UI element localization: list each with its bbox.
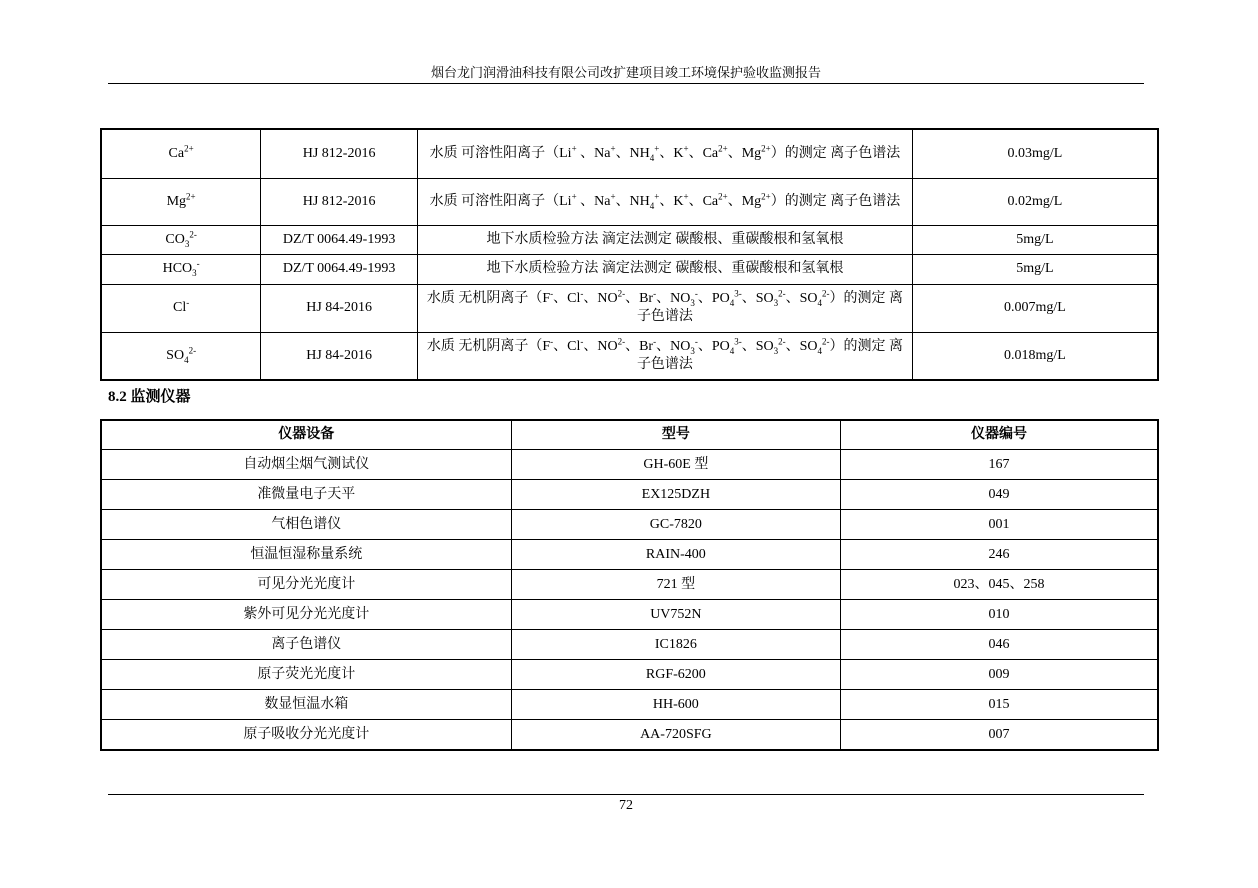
- serial-cell: 009: [841, 660, 1158, 690]
- col-header-serial: 仪器编号: [841, 420, 1158, 450]
- serial-cell: 023、045、258: [841, 570, 1158, 600]
- analyte-cell: [101, 332, 261, 380]
- method-row: [101, 178, 1158, 225]
- method-description-cell: 水质 可溶性阳离子（Li+ 、Na+、$NH_4^+$、K+、$Ca^{2+}$、$Mg^{2+}$）的测定 离子色谱法: [417, 129, 912, 178]
- standard-cell: HJ 812-2016: [261, 129, 418, 178]
- method-description-cell: 水质 无机阴离子（F-、Cl-、$NO^{2-}$、Br-、$NO_3^-$、$PO_4^{3-}$、$SO_3^{2-}$、$SO_4^{2-}$）的测定 离子色谱法: [417, 332, 912, 380]
- instrument-row: [101, 690, 1158, 720]
- instrument-row: [101, 480, 1158, 510]
- analyte-subscript: 4: [184, 354, 189, 365]
- detection-limit-cell: 0.018mg/L: [912, 332, 1158, 380]
- analyte-charge: 2-: [188, 345, 197, 356]
- method-row: [101, 254, 1158, 284]
- method-row: [101, 225, 1158, 254]
- standard-cell: HJ 84-2016: [261, 284, 418, 332]
- detection-limit-cell: 0.007mg/L: [912, 284, 1158, 332]
- analyte-charge: 2+: [184, 143, 194, 154]
- analyte-symbol: Ca: [168, 145, 185, 161]
- standard-cell: DZ/T 0064.49-1993: [261, 225, 418, 254]
- instrument-row: [101, 630, 1158, 660]
- standard-cell: HJ 84-2016: [261, 332, 418, 380]
- model-cell: GH-60E 型: [511, 450, 840, 480]
- model-cell: EX125DZH: [511, 480, 840, 510]
- equipment-cell: 紫外可见分光光度计: [101, 600, 511, 630]
- model-cell: HH-600: [511, 690, 840, 720]
- analyte-cell: [101, 178, 261, 225]
- analyte-cell: [101, 254, 261, 284]
- col-header-equipment: 仪器设备: [101, 420, 511, 450]
- serial-cell: 010: [841, 600, 1158, 630]
- instrument-header-row: [101, 420, 1158, 450]
- equipment-cell: 可见分光光度计: [101, 570, 511, 600]
- analyte-charge: -: [196, 258, 200, 269]
- analyte-symbol: Cl: [172, 300, 187, 315]
- method-description-cell: 地下水质检验方法 滴定法测定 碳酸根、重碳酸根和氢氧根: [417, 254, 912, 284]
- equipment-cell: 原子荧光光度计: [101, 660, 511, 690]
- instrument-row: [101, 570, 1158, 600]
- footer-divider: [108, 794, 1144, 795]
- analyte-symbol: SO: [166, 347, 185, 363]
- method-description-cell: 地下水质检验方法 滴定法测定 碳酸根、重碳酸根和氢氧根: [417, 225, 912, 254]
- analyte-cell: [101, 129, 261, 178]
- analyte-subscript: 3: [184, 238, 190, 249]
- method-table: [100, 128, 1159, 381]
- instrument-row: [101, 600, 1158, 630]
- detection-limit-cell: 5mg/L: [912, 254, 1158, 284]
- serial-cell: 007: [841, 720, 1158, 751]
- model-cell: RGF-6200: [511, 660, 840, 690]
- method-row: [101, 332, 1158, 380]
- standard-cell: DZ/T 0064.49-1993: [261, 254, 418, 284]
- method-row: [101, 284, 1158, 332]
- instrument-row: [101, 450, 1158, 480]
- equipment-cell: 准微量电子天平: [101, 480, 511, 510]
- model-cell: 721 型: [511, 570, 840, 600]
- instrument-row: [101, 510, 1158, 540]
- serial-cell: 001: [841, 510, 1158, 540]
- serial-cell: 015: [841, 690, 1158, 720]
- model-cell: AA-720SFG: [511, 720, 840, 751]
- col-header-model: 型号: [511, 420, 840, 450]
- model-cell: RAIN-400: [511, 540, 840, 570]
- serial-cell: 246: [841, 540, 1158, 570]
- detection-limit-cell: 0.02mg/L: [912, 178, 1158, 225]
- analyte-symbol: HCO: [162, 261, 193, 276]
- equipment-cell: 恒温恒湿称量系统: [101, 540, 511, 570]
- equipment-cell: 原子吸收分光光度计: [101, 720, 511, 751]
- page-number: 72: [619, 798, 633, 813]
- analyte-symbol: Mg: [166, 193, 187, 209]
- equipment-cell: 气相色谱仪: [101, 510, 511, 540]
- instrument-row: [101, 720, 1158, 751]
- serial-cell: 046: [841, 630, 1158, 660]
- header-divider: [108, 83, 1144, 84]
- analyte-cell: [101, 225, 261, 254]
- equipment-cell: 数显恒温水箱: [101, 690, 511, 720]
- analyte-subscript: 3: [192, 267, 197, 278]
- method-row: [101, 129, 1158, 178]
- analyte-charge: 2-: [189, 228, 197, 239]
- report-header-title: 烟台龙门润滑油科技有限公司改扩建项目竣工环境保护验收监测报告: [430, 65, 821, 80]
- detection-limit-cell: 0.03mg/L: [912, 129, 1158, 178]
- equipment-cell: 自动烟尘烟气测试仪: [101, 450, 511, 480]
- serial-cell: 049: [841, 480, 1158, 510]
- analyte-cell: [101, 284, 261, 332]
- section-title: 8.2 监测仪器: [108, 389, 191, 405]
- method-description-cell: 水质 可溶性阳离子（Li+ 、Na+、$NH_4^+$、K+、$Ca^{2+}$、$Mg^{2+}$）的测定 离子色谱法: [417, 178, 912, 225]
- model-cell: UV752N: [511, 600, 840, 630]
- detection-limit-cell: 5mg/L: [912, 225, 1158, 254]
- analyte-charge: 2+: [186, 190, 196, 201]
- equipment-cell: 离子色谱仪: [101, 630, 511, 660]
- model-cell: GC-7820: [511, 510, 840, 540]
- analyte-charge: -: [186, 297, 190, 308]
- instrument-row: [101, 540, 1158, 570]
- instrument-table: [100, 419, 1159, 751]
- standard-cell: HJ 812-2016: [261, 178, 418, 225]
- serial-cell: 167: [841, 450, 1158, 480]
- analyte-symbol: CO: [165, 231, 185, 247]
- method-description-cell: 水质 无机阴离子（F-、Cl-、$NO^{2-}$、Br-、$NO_3^-$、$PO_4^{3-}$、$SO_3^{2-}$、$SO_4^{2-}$）的测定 离子色谱法: [417, 284, 912, 332]
- model-cell: IC1826: [511, 630, 840, 660]
- instrument-row: [101, 660, 1158, 690]
